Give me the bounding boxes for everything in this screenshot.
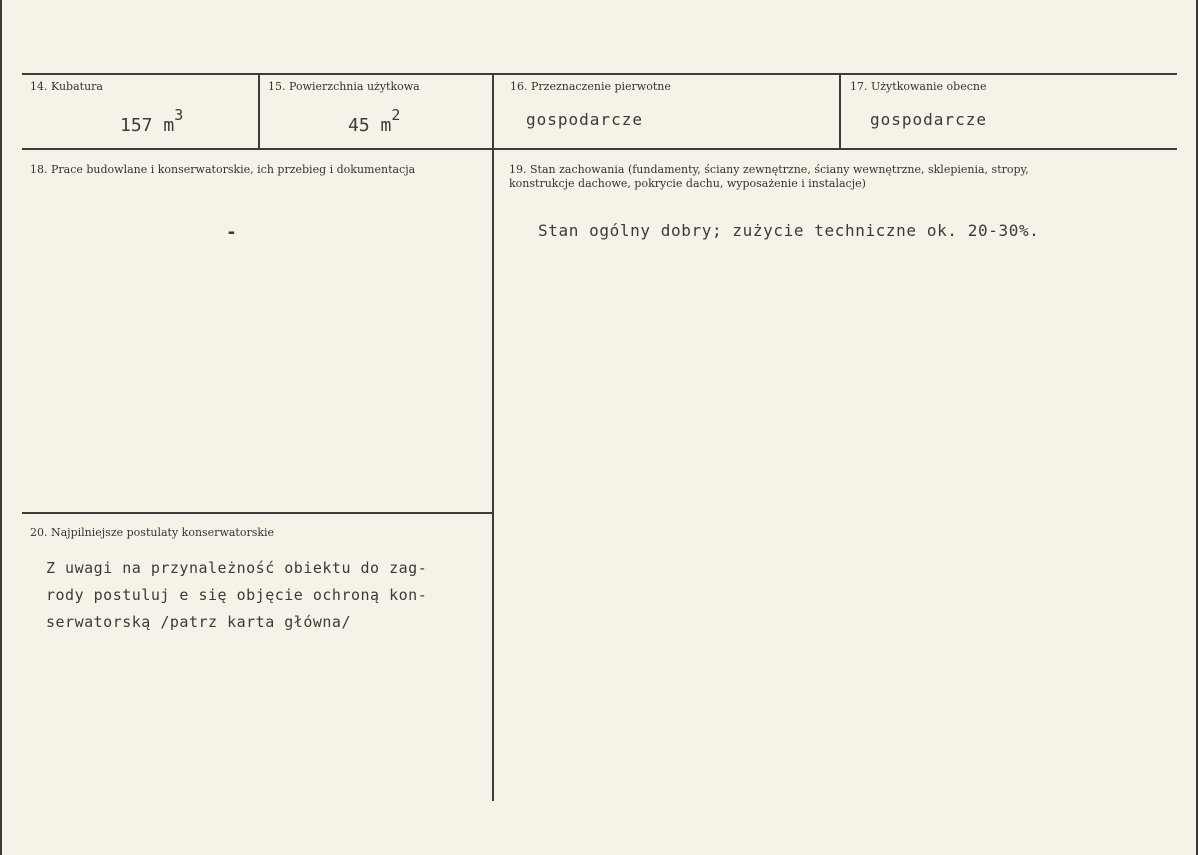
kubatura-label: 14. Kubatura [30,80,103,93]
postulaty-line-1: Z uwagi na przynależność obiektu do zag- [46,559,428,577]
postulaty-value [46,555,486,636]
kubatura-exponent: 3 [174,106,184,124]
uzytkowanie-value: gospodarcze [870,110,987,129]
przeznaczenie-value: gospodarcze [526,110,643,129]
powierzchnia-number: 45 m [348,115,392,136]
postulaty-label: 20. Najpilniejsze postulaty konserwatorskie [30,526,275,539]
stan-zachowania-value: Stan ogólny dobry; zużycie techniczne ok. 20-30%. [538,221,1040,240]
divider-14-15 [258,74,260,149]
stan-zachowania-label-line2: konstrukcje dachowe, pokrycie dachu, wyposażenie i instalacje) [509,177,866,190]
kubatura-value [120,106,184,136]
uzytkowanie-label: 17. Użytkowanie obecne [850,80,987,93]
divider-16-17 [839,74,841,149]
przeznaczenie-label: 16. Przeznaczenie pierwotne [510,80,671,93]
prace-budowlane-label: 18. Prace budowlane i konserwatorskie, ich przebieg i dokumentacja [30,163,416,176]
row-divider [22,148,1177,150]
powierzchnia-value [348,106,401,136]
kubatura-number: 157 m [120,115,175,136]
postulaty-line-3: serwatorską /patrz karta główna/ [46,613,351,631]
powierzchnia-exponent: 2 [391,106,401,124]
stan-zachowania-label-line1: 19. Stan zachowania (fundamenty, ściany zewnętrzne, ściany wewnętrzne, sklepienia, stropy, [509,163,1029,176]
prace-budowlane-value: - [226,222,237,243]
powierzchnia-label: 15. Powierzchnia użytkowa [268,80,420,93]
top-rule [22,73,1177,75]
divider-18-20 [22,512,493,514]
postulaty-line-2: rody postuluj e się objęcie ochroną kon- [46,586,428,604]
divider-15-16 [492,74,494,801]
